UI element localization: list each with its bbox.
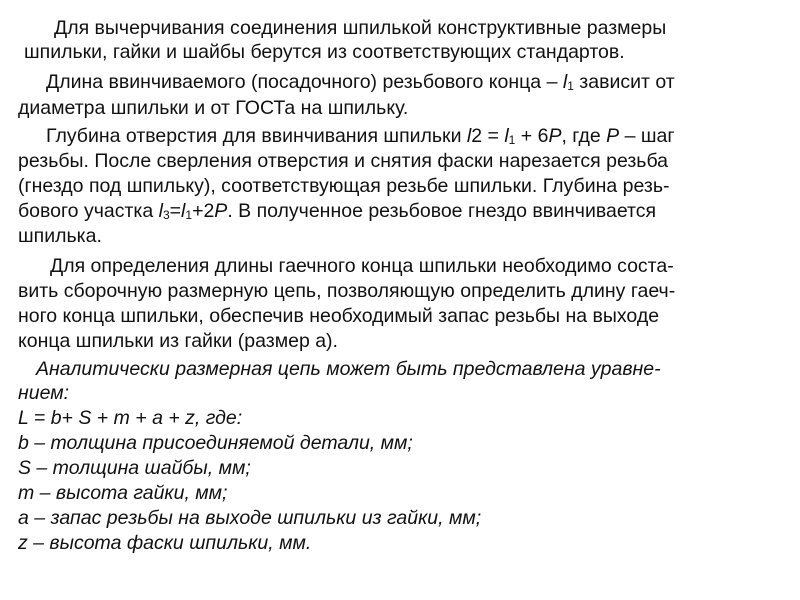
paragraph-3-line-2: резьбы. После сверления отверстия и снятия фаски нарезается резьба bbox=[18, 150, 669, 172]
p3-text-c: + 6 bbox=[515, 125, 549, 147]
italic-line-2: нием: bbox=[18, 382, 69, 404]
paragraph-4-line-1: Для определения длины гаечного конца шпильки необходимо соста- bbox=[50, 255, 674, 277]
var-p: P bbox=[548, 125, 562, 147]
equals-sign: = bbox=[169, 200, 182, 222]
var-l: l bbox=[504, 125, 509, 147]
var-p: P bbox=[606, 125, 620, 147]
definition-s: S – толщина шайбы, мм; bbox=[18, 457, 251, 479]
definition-m: m – высота гайки, мм; bbox=[18, 482, 228, 504]
subscript-3: 3 bbox=[162, 208, 170, 222]
paragraph-2-line-1 bbox=[46, 70, 675, 94]
definition-b: b – толщина присоединяемой детали, мм; bbox=[18, 432, 413, 454]
p3-text-d: , где bbox=[561, 125, 607, 147]
var-l: l bbox=[181, 200, 186, 222]
paragraph-3-line-4 bbox=[18, 199, 656, 223]
definition-z: z – высота фаски шпильки, мм. bbox=[18, 532, 312, 554]
var-l: l bbox=[562, 71, 568, 93]
paragraph-4-line-3: ного конца шпильки, обеспечив необходимый запас резьбы на выходе bbox=[18, 305, 660, 327]
var-l: l bbox=[158, 200, 163, 222]
p2-text-b: зависит от bbox=[573, 71, 675, 93]
var-p: P bbox=[214, 200, 228, 222]
equation-line: L = b+ S + m + a + z, где: bbox=[18, 407, 243, 429]
p3-text-a: Глубина отверстия для ввинчивания шпильки bbox=[46, 125, 467, 147]
p3-text-f: бового участка bbox=[18, 200, 159, 222]
subscript-1: 1 bbox=[508, 133, 516, 147]
p3-text-e: – шаг bbox=[619, 125, 675, 147]
paragraph-3-line-5: шпилька. bbox=[18, 225, 102, 247]
paragraph-3-line-1 bbox=[46, 124, 674, 148]
paragraph-4-line-2: вить сборочную размерную цепь, позволяющую определить длину гаеч- bbox=[18, 280, 676, 302]
paragraph-3-line-3: (гнездо под шпильку), соответствующая резьбе шпильки. Глубина резь- bbox=[18, 175, 670, 197]
p3-text-b: 2 = bbox=[471, 125, 505, 147]
p2-text-a: Длина ввинчиваемого (посадочного) резьбового конца – bbox=[46, 71, 563, 93]
var-l: l bbox=[466, 125, 472, 147]
p3-text-g: . В полученное резьбовое гнездо ввинчивается bbox=[227, 200, 657, 222]
italic-line-1: Аналитически размерная цепь может быть представлена уравне- bbox=[36, 358, 661, 380]
subscript-1: 1 bbox=[185, 208, 193, 222]
paragraph-1-line-2: шпильки, гайки и шайбы берутся из соответствующих стандартов. bbox=[24, 41, 625, 63]
definition-a: a – запас резьбы на выходе шпильки из гайки, мм; bbox=[18, 507, 482, 529]
plus-two: +2 bbox=[192, 200, 215, 222]
paragraph-2-line-2: диаметра шпильки и от ГОСТа на шпильку. bbox=[18, 97, 409, 119]
paragraph-4-line-4: конца шпильки из гайки (размер а). bbox=[18, 330, 338, 352]
paragraph-1-line-1: Для вычерчивания соединения шпилькой конструктивные размеры bbox=[54, 17, 667, 39]
subscript-1: 1 bbox=[567, 79, 574, 93]
